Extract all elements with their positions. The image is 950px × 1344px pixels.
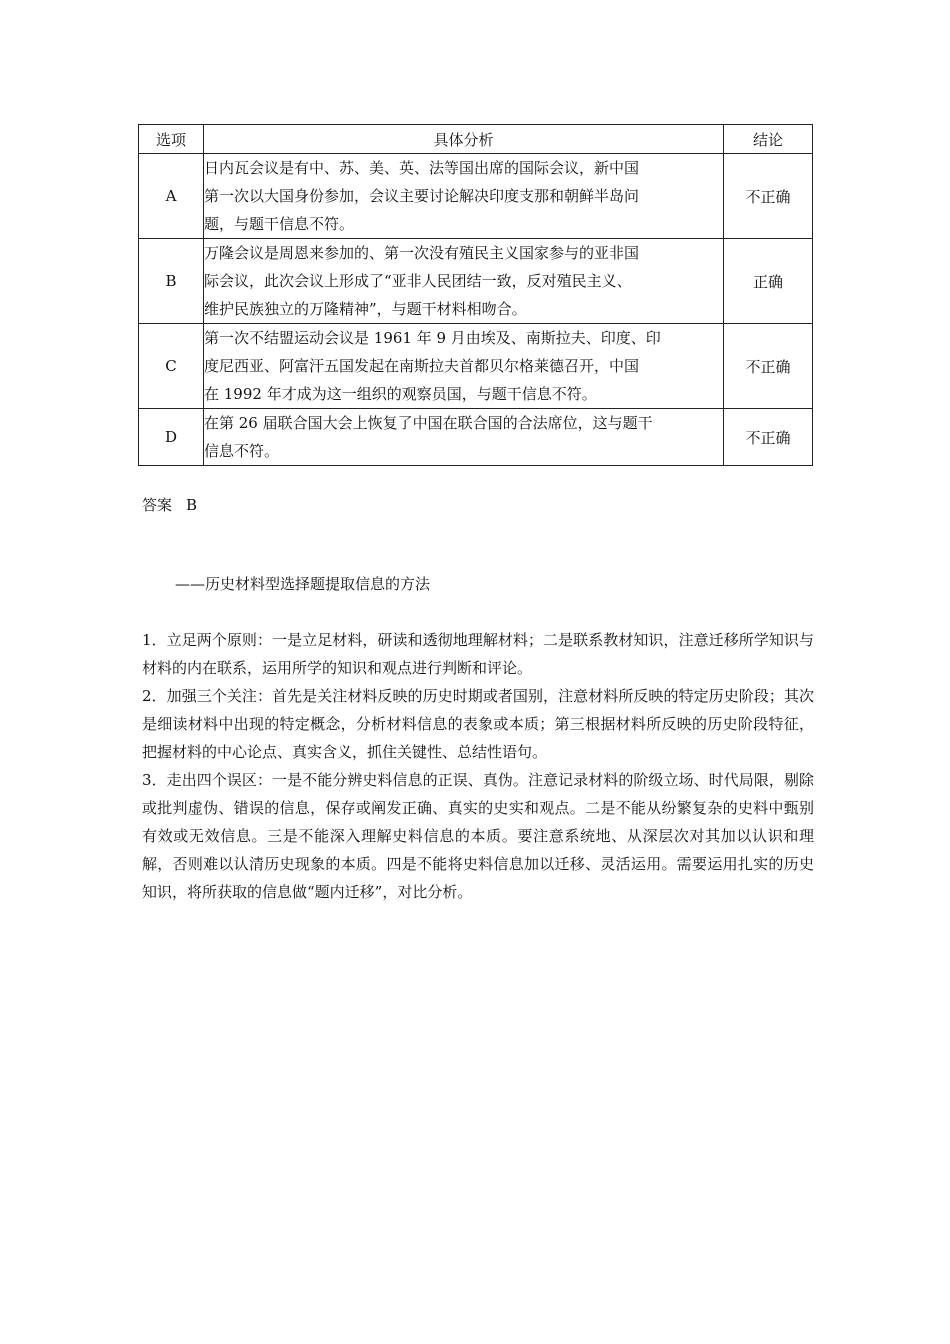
conclusion-cell: 不正确 (724, 154, 813, 239)
answer-line (142, 494, 197, 516)
header-analysis: 具体分析 (204, 125, 724, 154)
header-option: 选项 (139, 125, 204, 154)
analysis-table (138, 124, 813, 466)
table-row (139, 239, 813, 324)
method-points (142, 626, 814, 906)
table-row (139, 154, 813, 239)
conclusion-cell: 不正确 (724, 324, 813, 409)
analysis-line: 第一次不结盟运动会议是 1961 年 9 月由埃及、南斯拉夫、印度、印 (204, 329, 661, 347)
analysis-line: 日内瓦会议是有中、苏、美、英、法等国出席的国际会议，新中国 (204, 159, 640, 177)
analysis-line: 信息不符。 (204, 442, 280, 460)
answer-value: B (186, 496, 198, 514)
point-paragraph: 3．走出四个误区：一是不能分辨史料信息的正误、真伪。注意记录材料的阶级立场、时代局限，剔除或批判虚伪、错误的信息，保存或阐发正确、真实的史实和观点。二是不能从纷繁复杂的史料中甄别有效或无效信息。三是不能深入理解史料信息的本质。要注意系统地、从深层次对其加以认识和理解，否则难以认清历史现象的本质。四是不能将史料信息加以迁移、灵活运用。需要运用扎实的历史知识，将所获取的信息做“题内迁移”，对比分析。 (142, 771, 814, 901)
table-header-row (139, 125, 813, 154)
point-paragraph: 2．加强三个关注：首先是关注材料反映的历史时期或者国别，注意材料所反映的特定历史阶段；其次是细读材料中出现的特定概念，分析材料信息的表象或本质；第三根据材料所反映的历史阶段特征，把握材料的中心论点、真实含义，抓住关键性、总结性语句。 (142, 687, 814, 761)
answer-label: 答案 (142, 496, 173, 514)
analysis-line: 度尼西亚、阿富汗五国发起在南斯拉夫首都贝尔格莱德召开，中国 (204, 357, 640, 375)
analysis-line: 万隆会议是周恩来参加的、第一次没有殖民主义国家参与的亚非国 (204, 244, 640, 262)
analysis-line: 第一次以大国身份参加，会议主要讨论解决印度支那和朝鲜半岛问 (204, 187, 640, 205)
option-cell: C (139, 324, 204, 409)
header-conclusion: 结论 (724, 125, 813, 154)
analysis-line: 维护民族独立的万隆精神”，与题干材料相吻合。 (204, 300, 527, 318)
option-cell: B (139, 239, 204, 324)
analysis-cell (204, 409, 724, 466)
conclusion-cell: 正确 (724, 239, 813, 324)
analysis-line: 在 1992 年才成为这一组织的观察员国，与题干信息不符。 (204, 385, 597, 403)
option-cell: A (139, 154, 204, 239)
analysis-cell (204, 324, 724, 409)
analysis-cell (204, 239, 724, 324)
method-title: ——历史材料型选择题提取信息的方法 (175, 575, 431, 593)
option-cell: D (139, 409, 204, 466)
table-row (139, 324, 813, 409)
analysis-line: 际会议，此次会议上形成了“亚非人民团结一致，反对殖民主义、 (204, 272, 632, 290)
conclusion-cell: 不正确 (724, 409, 813, 466)
table-row (139, 409, 813, 466)
analysis-line: 在第 26 届联合国大会上恢复了中国在联合国的合法席位，这与题干 (204, 414, 653, 432)
analysis-line: 题，与题干信息不符。 (204, 215, 355, 233)
point-paragraph: 1．立足两个原则：一是立足材料，研读和透彻地理解材料；二是联系教材知识，注意迁移所学知识与材料的内在联系，运用所学的知识和观点进行判断和评论。 (142, 631, 814, 677)
analysis-cell (204, 154, 724, 239)
